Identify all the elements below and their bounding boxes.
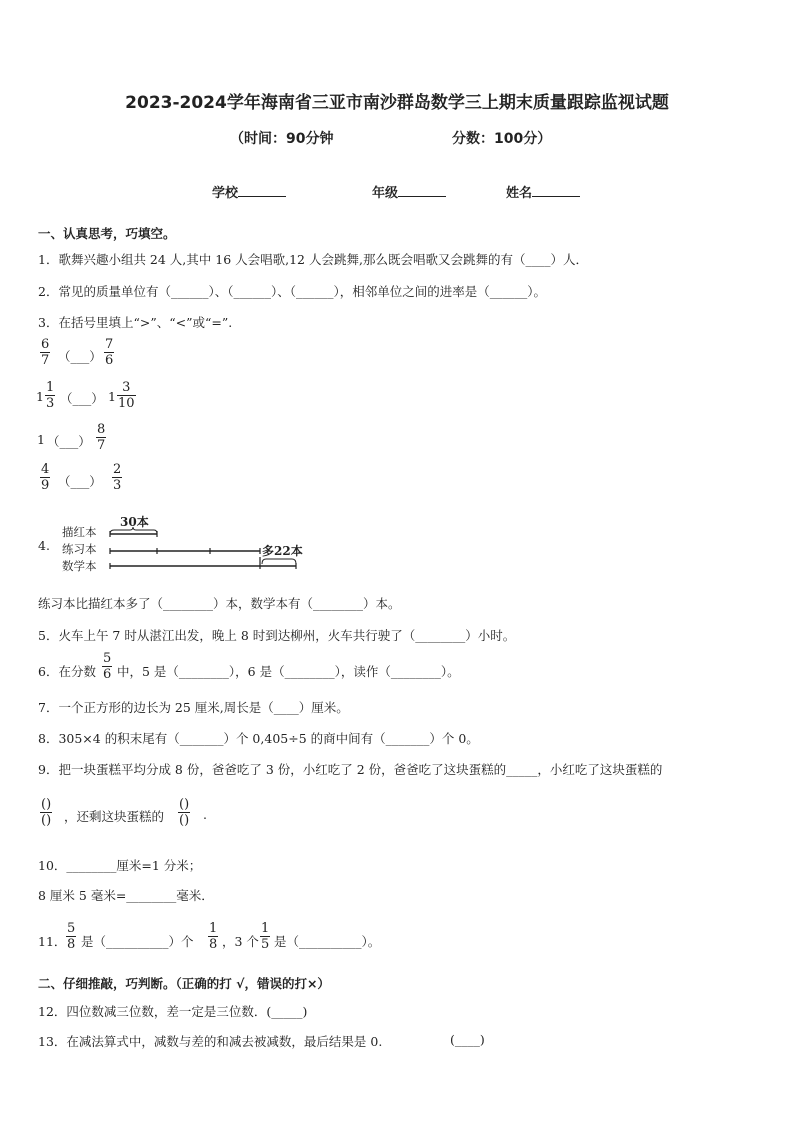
compare-blank[interactable]: （___） xyxy=(47,434,91,449)
fraction: 3 10 xyxy=(118,380,135,411)
diagram-label-row2: 练习本 xyxy=(62,542,97,556)
blank-fraction[interactable]: () () xyxy=(41,797,52,828)
section2-heading: 二、仔细推敲，巧判断。（正确的打 √，错误的打×） xyxy=(38,976,330,991)
question-4-number: 4. xyxy=(38,538,50,553)
mixed-whole: 1 xyxy=(36,389,44,404)
school-label: 学校 xyxy=(212,186,239,201)
question-3: 3．在括号里填上“>”、“<”或“=”. xyxy=(38,315,233,330)
diagram-label-row1: 描红本 xyxy=(62,525,97,539)
grade-field[interactable] xyxy=(372,182,446,201)
exam-time: （时间：90分钟 xyxy=(230,131,334,147)
question-10-line2: 8 厘米 5 毫米=________毫米． xyxy=(38,888,214,903)
school-field[interactable] xyxy=(212,182,286,201)
question-13: 13．在减法算式中，减数与差的和减去被减数，最后结果是 0. xyxy=(38,1034,383,1049)
grade-input-line[interactable] xyxy=(398,184,446,197)
question-9-end: . xyxy=(203,807,207,822)
question-11-part3: 是（__________）。 xyxy=(274,934,381,949)
question-8: 8．305×4 的积末尾有（_______）个 0,405÷5 的商中间有（_______）个 0。 xyxy=(38,731,479,746)
compare-blank[interactable]: （___） xyxy=(60,391,104,406)
compare-blank[interactable]: （___） xyxy=(58,349,102,364)
question-11-part1: 是（__________）个 xyxy=(81,934,194,949)
question-5: 5．火车上午 7 时从湛江出发，晚上 8 时到达柳州，火车共行驶了（________）小时。 xyxy=(38,628,516,643)
fraction: 5 6 xyxy=(103,651,112,682)
whole-number: 1 xyxy=(37,432,45,447)
question-4-text: 练习本比描红本多了（________）本，数学本有（________）本。 xyxy=(38,596,401,611)
question-1: 1．歌舞兴趣小组共 24 人,其中 16 人会唱歌,12 人会跳舞,那么既会唱歌又会跳舞的有（____）人． xyxy=(38,252,588,267)
fraction: 1 8 xyxy=(209,921,218,952)
line-segment-diagram xyxy=(100,520,310,575)
fraction: 6 7 xyxy=(41,337,50,368)
section1-heading: 一、认真思考，巧填空。 xyxy=(38,226,176,241)
mixed-whole: 1 xyxy=(108,389,116,404)
fraction: 4 9 xyxy=(41,462,50,493)
question-10-line1: 10．________厘米=1 分米； xyxy=(38,858,202,873)
diagram-top-value: 30本 xyxy=(120,515,149,529)
blank-fraction[interactable]: () () xyxy=(179,797,190,828)
question-11-prefix: 11． xyxy=(38,934,67,949)
fraction: 8 7 xyxy=(97,422,106,453)
question-12: 12．四位数减三位数，差一定是三位数．(_____) xyxy=(38,1004,308,1019)
question-9-mid: ，还剩这块蛋糕的 xyxy=(64,809,165,824)
question-9-line1: 9．把一块蛋糕平均分成 8 份，爸爸吃了 3 份，小红吃了 2 份，爸爸吃了这块蛋糕的_____，小红吃了这块蛋糕的 xyxy=(38,762,663,777)
school-input-line[interactable] xyxy=(238,184,286,197)
name-field[interactable] xyxy=(506,182,580,201)
grade-label: 年级 xyxy=(372,186,399,201)
fraction: 5 8 xyxy=(67,921,76,952)
fraction: 7 6 xyxy=(105,337,114,368)
compare-blank[interactable]: （___） xyxy=(58,474,102,489)
fraction: 2 3 xyxy=(113,462,122,493)
exam-title: 2023-2024学年海南省三亚市南沙群岛数学三上期末质量跟踪监视试题 xyxy=(125,93,669,113)
question-6-suffix: 中，5 是（________），6 是（________），读作（________）。 xyxy=(117,664,460,679)
question-7: 7．一个正方形的边长为 25 厘米,周长是（____）厘米。 xyxy=(38,700,349,715)
fraction: 1 5 xyxy=(261,921,270,952)
fraction: 1 3 xyxy=(46,380,55,411)
question-13-blank[interactable]: (____) xyxy=(450,1032,485,1047)
name-input-line[interactable] xyxy=(532,184,580,197)
exam-score: 分数：100分） xyxy=(452,131,552,147)
question-11-part2: ，3 个 xyxy=(222,934,259,949)
diagram-more-label: 多22本 xyxy=(262,544,303,558)
extra-brace xyxy=(262,559,296,564)
question-2: 2．常见的质量单位有（______）、（______）、（______），相邻单位之间的进率是（______）。 xyxy=(38,284,546,299)
question-6-prefix: 6．在分数 xyxy=(38,664,96,679)
diagram-label-row3: 数学本 xyxy=(62,559,97,573)
name-label: 姓名 xyxy=(506,186,533,201)
top-brace xyxy=(110,527,157,534)
